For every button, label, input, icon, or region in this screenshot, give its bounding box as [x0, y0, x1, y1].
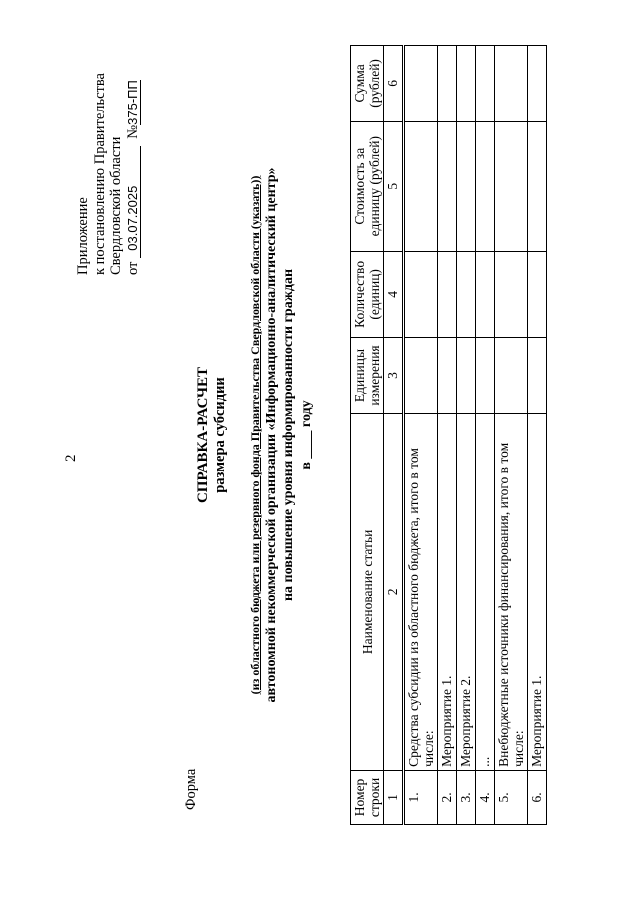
row-name: Мероприятие 2. — [457, 413, 476, 770]
row-name: Внебюджетные источники финансирования, итого в том числе: — [495, 413, 528, 770]
appendix-line1: Приложение — [75, 197, 91, 275]
org-line2: на повышение уровня информированности граждан — [281, 268, 296, 602]
col-number: 6 — [384, 46, 404, 122]
col-number: 3 — [384, 338, 404, 414]
table-row — [457, 46, 476, 825]
appendix-block — [75, 73, 141, 275]
column-number-row — [384, 46, 404, 825]
row-name: Мероприятие 1. — [438, 413, 457, 770]
appendix-line3: Свердловской области — [108, 136, 124, 275]
form-label: Форма — [183, 768, 199, 810]
header-item-name: Наименование статьи — [351, 413, 384, 770]
header-row — [351, 46, 384, 825]
source-note: (из областного бюджета или резервного фонда Правительства Свердловской области (указать)) — [248, 175, 262, 695]
table-row — [528, 46, 547, 825]
row-number: 4. — [476, 770, 495, 824]
subsidy-table — [350, 45, 547, 825]
header-sum: Сумма (рублей) — [351, 46, 384, 122]
row-name: ... — [476, 413, 495, 770]
header-row-number: Номер строки — [351, 770, 384, 824]
header-unit-cost: Стоимость за единицу (рублей) — [351, 121, 384, 251]
appendix-date-line — [125, 73, 142, 275]
table-row — [438, 46, 457, 825]
col-number: 2 — [384, 413, 404, 770]
table-row — [495, 46, 528, 825]
col-number: 4 — [384, 251, 404, 338]
org-line1: автономной некоммерческой организации «Информационно-аналитический центр» — [264, 167, 279, 703]
row-number: 1. — [404, 770, 438, 824]
row-name: Средства субсидии из областного бюджета, итого в том числе: — [404, 413, 438, 770]
row-name: Мероприятие 1. — [528, 413, 547, 770]
header-unit: Единицы измерения — [351, 338, 384, 414]
appendix-line2: к постановлению Правительства — [91, 73, 108, 275]
col-number: 1 — [384, 770, 404, 824]
table-row — [404, 46, 438, 825]
col-number: 5 — [384, 121, 404, 251]
row-number: 6. — [528, 770, 547, 824]
row-number: 2. — [438, 770, 457, 824]
doc-title: СПРАВКА-РАСЧЕТ — [195, 366, 211, 504]
year-line: в ____ году — [299, 400, 314, 470]
decree-date: 03.07.2025 — [125, 146, 141, 258]
number-label: № — [124, 124, 141, 139]
doc-subtitle: размера субсидии — [212, 377, 228, 493]
header-quantity: Количество (единиц) — [351, 251, 384, 338]
row-number: 5. — [495, 770, 528, 824]
page-number: 2 — [63, 454, 79, 462]
decree-number: 375-ПП — [124, 80, 140, 125]
table-row — [476, 46, 495, 825]
from-label: от — [124, 261, 141, 275]
row-number: 3. — [457, 770, 476, 824]
